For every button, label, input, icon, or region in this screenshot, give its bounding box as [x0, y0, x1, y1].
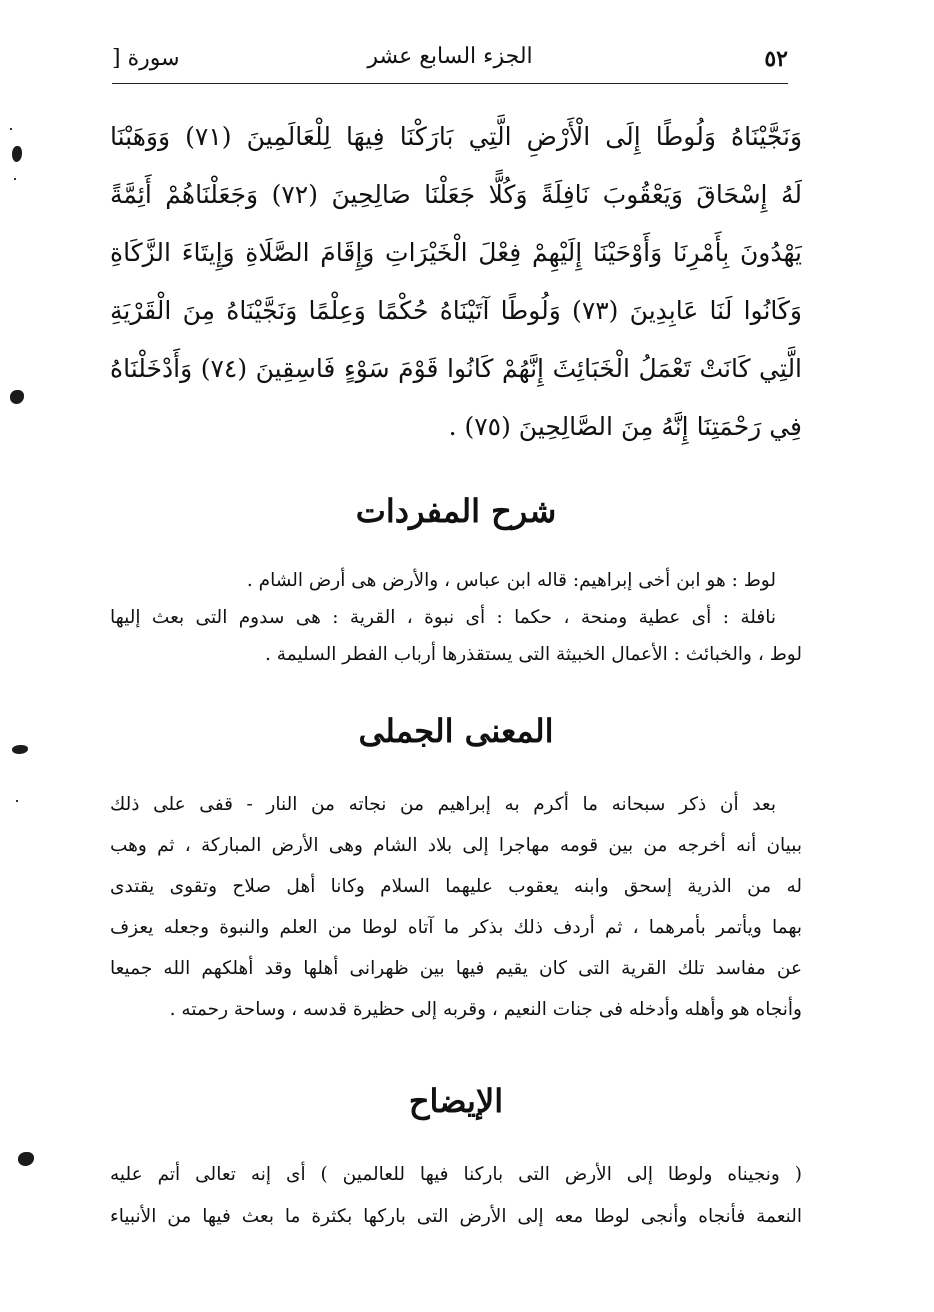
summary-line: عن مفاسد تلك القرية التى كان يقيم فيها بين ظهرانى أهلها وقد أهلكهم الله جميعا: [110, 958, 802, 979]
margin-speck: [14, 178, 16, 180]
vocab-block: [110, 562, 802, 673]
verse-line: لَهُ إِسْحَاقَ وَيَعْقُوبَ نَافِلَةً وَكُلًّا جَعَلْنَا صَالِحِينَ (٧٢) وَجَعَلْنَاهُمْ أَئِمَّةً: [110, 180, 802, 209]
vocab-line: نافلة : أى عطية ومنحة ، حكما : أى نبوة ، القرية : هى سدوم التى بعث إليها: [110, 607, 776, 628]
margin-speck: [16, 800, 18, 802]
part-title: الجزء السابع عشر: [367, 44, 533, 69]
explanation-block: [110, 1154, 802, 1238]
verses-block: [110, 108, 802, 456]
margin-blot: [18, 1152, 34, 1166]
vocab-heading: شرح المفردات: [355, 492, 557, 530]
summary-line: بعد أن ذكر سبحانه ما أكرم به إبراهيم من نجاته من النار - قفى على ذلك: [110, 794, 776, 815]
summary-heading: المعنى الجملى: [358, 712, 554, 750]
page-header: [112, 40, 788, 84]
explanation-heading: الإيضاح: [408, 1082, 504, 1120]
margin-blot: [12, 146, 22, 162]
summary-line: ببيان أنه أخرجه من بين قومه مهاجرا إلى بلاد الشام وهى الأرض المباركة ، ثم وهب: [110, 835, 802, 856]
summary-line: وأنجاه هو وأهله وأدخله فى جنات النعيم ، وقربه إلى حظيرة قدسه ، وساحة رحمته .: [169, 999, 802, 1020]
verse-line: وَنَجَّيْنَاهُ وَلُوطًا إِلَى الْأَرْضِ الَّتِي بَارَكْنَا فِيهَا لِلْعَالَمِينَ (٧١) وَوَهَبْنَا: [110, 122, 802, 151]
summary-block: [110, 784, 802, 1030]
explanation-line: النعمة فأنجاه وأنجى لوطا معه إلى الأرض التى باركها بكثرة ما بعث فيها من الأنبياء: [110, 1206, 802, 1227]
explanation-line: ( ونجيناه ولوطا إلى الأرض التى باركنا فيها للعالمين ) أى إنه تعالى أتم عليه: [110, 1164, 802, 1185]
summary-line: بهما ويأتمر بأمرهما ، ثم أردف ذلك بذكر ما آتاه لوطا من العلم والنبوة وجعله يعزف: [110, 917, 802, 938]
summary-line: له من الذرية إسحق وابنه يعقوب عليهما السلام وكانا أهل صلاح وتقوى يقتدى: [110, 876, 802, 897]
header-rule: [112, 83, 788, 84]
page-number: ٥٢: [764, 46, 788, 72]
verse-line: وَكَانُوا لَنَا عَابِدِينَ (٧٣) وَلُوطًا آتَيْنَاهُ حُكْمًا وَعِلْمًا وَنَجَّيْنَاهُ مِنَ الْقَرْيَةِ: [110, 296, 802, 325]
margin-speck: [10, 128, 12, 130]
vocab-line: لوط : هو ابن أخى إبراهيم: قاله ابن عباس ، والأرض هى أرض الشام .: [246, 570, 776, 591]
verse-line: الَّتِي كَانَتْ تَعْمَلُ الْخَبَائِثَ إِنَّهُمْ كَانُوا قَوْمَ سَوْءٍ فَاسِقِينَ (٧٤) وَأَدْخَلْنَاهُ: [110, 354, 802, 383]
vocab-line: لوط ، والخبائث : الأعمال الخبيثة التى يستقذرها أرباب الفطر السليمة .: [265, 644, 802, 665]
margin-blot: [10, 390, 24, 404]
verse-line: يَهْدُونَ بِأَمْرِنَا وَأَوْحَيْنَا إِلَيْهِمْ فِعْلَ الْخَيْرَاتِ وَإِقَامَ الصَّلَاةِ وَإِيتَاءَ الزَّكَاةِ: [110, 238, 802, 267]
verse-line: فِي رَحْمَتِنَا إِنَّهُ مِنَ الصَّالِحِينَ (٧٥) .: [448, 412, 802, 441]
surah-name: سورة [: [112, 46, 180, 71]
margin-blot: [12, 745, 28, 754]
